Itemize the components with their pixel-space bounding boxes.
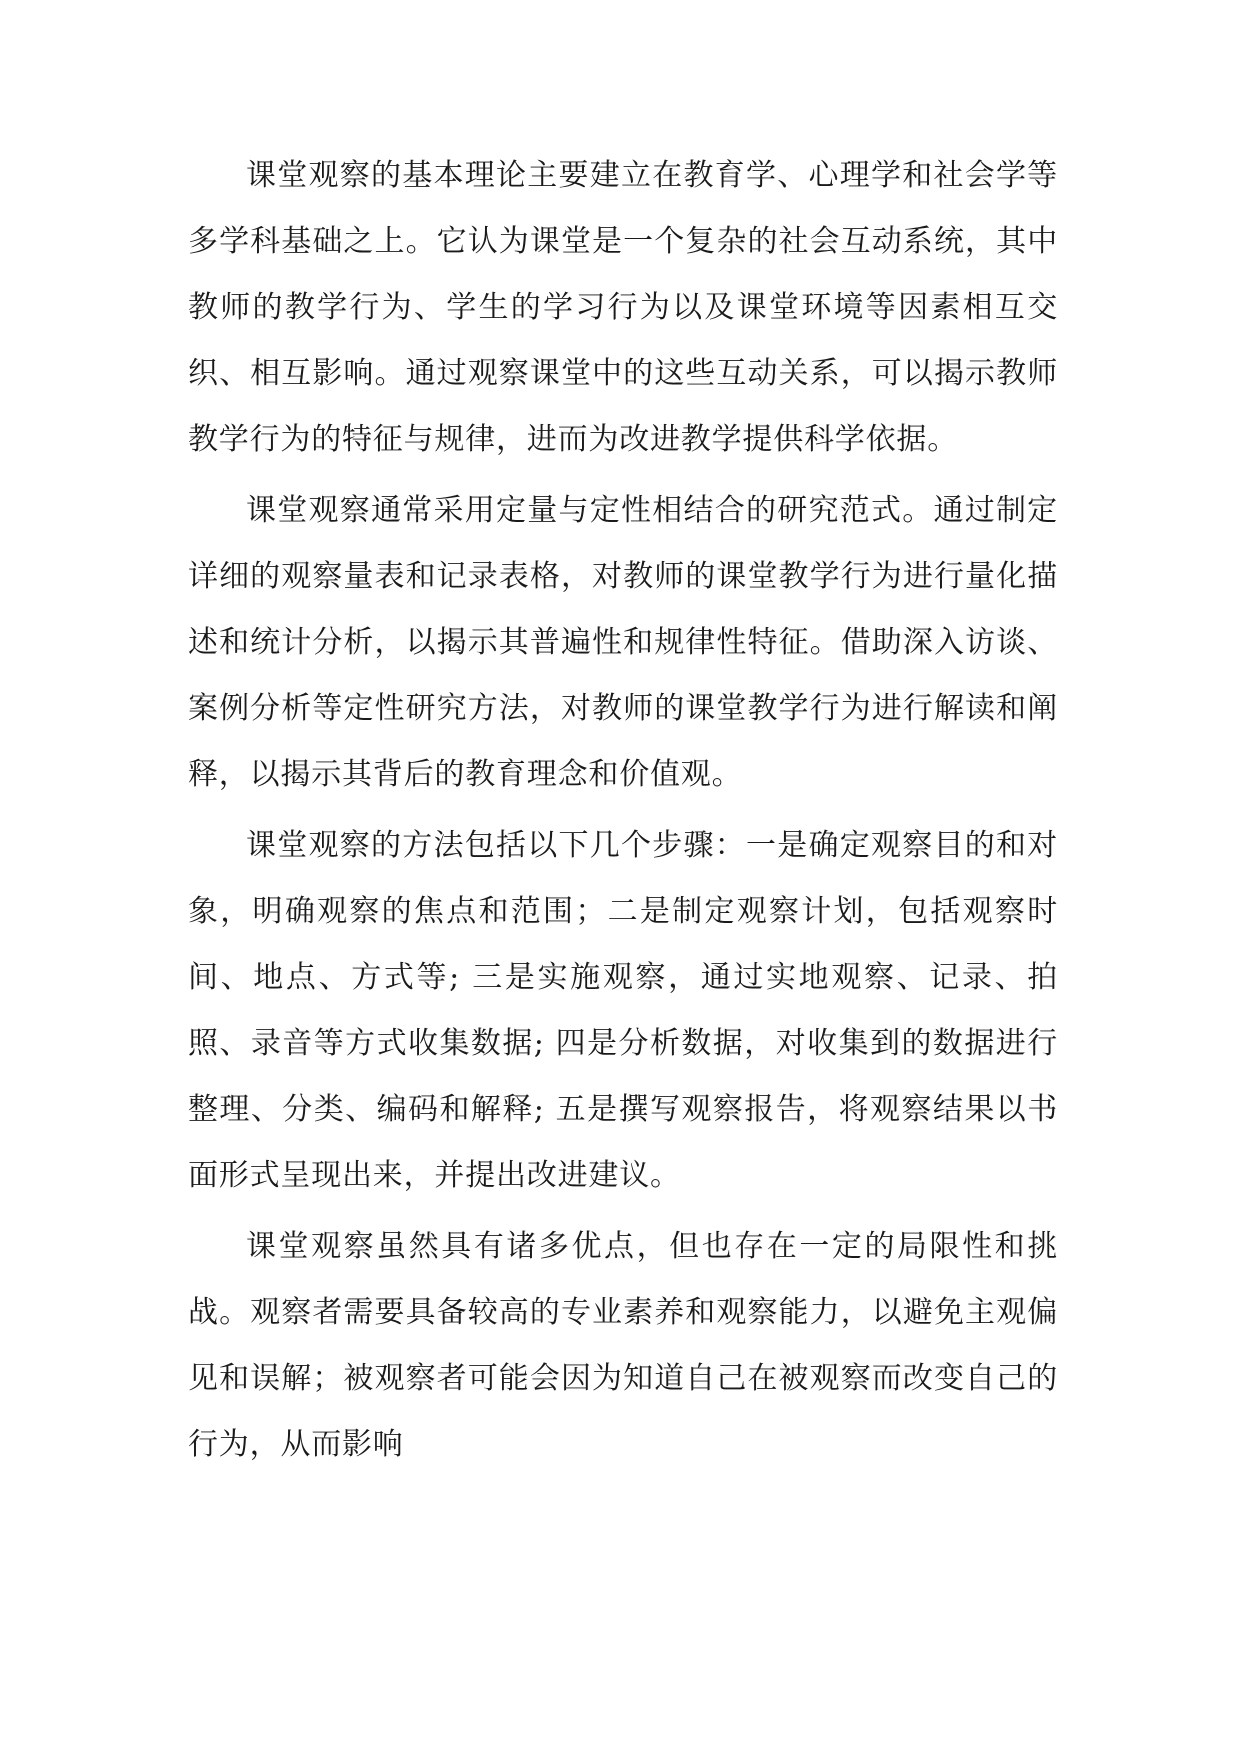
body-text [188,143,1058,1478]
paragraph-1: 课堂观察的基本理论主要建立在教育学、心理学和社会学等多学科基础之上。它认为课堂是一个复杂的社会互动系统，其中教师的教学行为、学生的学习行为以及课堂环境等因素相互交织、相互影响。通过观察课堂中的这些互动关系，可以揭示教师教学行为的特征与规律，进而为改进教学提供科学依据。 [188,158,1058,457]
paragraph-3: 课堂观察的方法包括以下几个步骤：一是确定观察目的和对象，明确观察的焦点和范围；二是制定观察计划，包括观察时间、地点、方式等; 三是实施观察，通过实地观察、记录、拍照、录音等方式收集数据; 四是分析数据，对收集到的数据进行整理、分类、编码和解释; 五是撰写观察报告，将观察结果以书面形式呈现出来，并提出改进建议。 [188,828,1058,1193]
paragraph-4: 课堂观察虽然具有诸多优点，但也存在一定的局限性和挑战。观察者需要具备较高的专业素养和观察能力，以避免主观偏见和误解；被观察者可能会因为知道自己在被观察而改变自己的行为，从而影响 [188,1229,1058,1462]
paragraph-2: 课堂观察通常采用定量与定性相结合的研究范式。通过制定详细的观察量表和记录表格，对教师的课堂教学行为进行量化描述和统计分析，以揭示其普遍性和规律性特征。借助深入访谈、案例分析等定性研究方法，对教师的课堂教学行为进行解读和阐释，以揭示其背后的教育理念和价值观。 [188,493,1058,792]
